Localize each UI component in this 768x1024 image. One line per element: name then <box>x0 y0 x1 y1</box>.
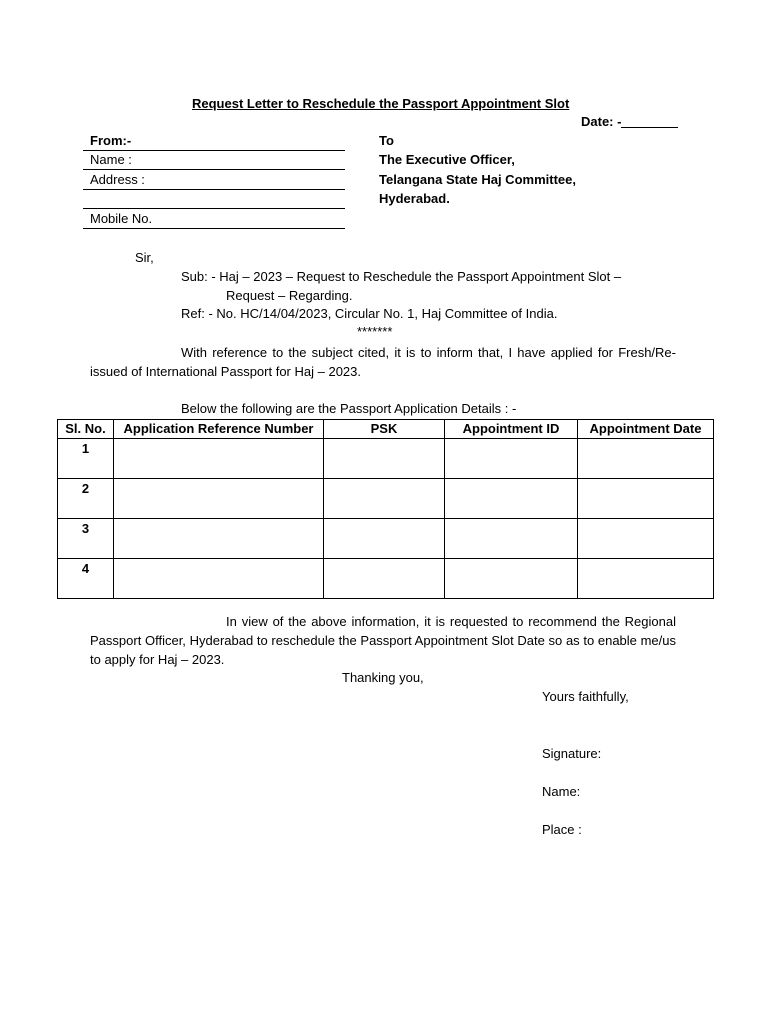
address-field-line-1[interactable] <box>83 189 345 190</box>
header-application-reference: Application Reference Number <box>114 420 324 439</box>
psk-cell[interactable] <box>324 559 445 599</box>
row-sl-no: 1 <box>58 439 114 479</box>
name-field-line[interactable] <box>83 169 345 170</box>
row-sl-no: 3 <box>58 519 114 559</box>
salutation: Sir, <box>135 250 154 265</box>
application-reference-cell[interactable] <box>114 479 324 519</box>
table-row <box>58 559 714 599</box>
psk-cell[interactable] <box>324 439 445 479</box>
passport-details-table <box>57 419 714 599</box>
table-header-row <box>58 420 714 439</box>
appointment-id-cell[interactable] <box>445 519 578 559</box>
table-row <box>58 479 714 519</box>
request-paragraph: In view of the above information, it is requested to recommend the Regional Passport Officer, Hyderabad to reschedule the Passport Appointment Slot Date so as to enable me/us to apply for Haj – 2023. <box>90 614 676 667</box>
from-address-label: Address : <box>90 172 145 187</box>
application-reference-cell[interactable] <box>114 519 324 559</box>
row-sl-no: 4 <box>58 559 114 599</box>
subject-line-1: Sub: - Haj – 2023 – Request to Reschedule the Passport Appointment Slot – <box>181 269 622 284</box>
psk-cell[interactable] <box>324 479 445 519</box>
date-label: Date: - <box>581 114 678 130</box>
appointment-id-cell[interactable] <box>445 559 578 599</box>
application-reference-cell[interactable] <box>114 439 324 479</box>
application-reference-cell[interactable] <box>114 559 324 599</box>
letter-title: Request Letter to Reschedule the Passport Appointment Slot <box>192 96 570 111</box>
table-intro: Below the following are the Passport Application Details : - <box>181 401 517 416</box>
row-sl-no: 2 <box>58 479 114 519</box>
psk-cell[interactable] <box>324 519 445 559</box>
reference-line: Ref: - No. HC/14/04/2023, Circular No. 1, Haj Committee of India. <box>181 306 558 321</box>
date-blank[interactable] <box>621 114 678 128</box>
subject-line-2: Request – Regarding. <box>226 288 353 303</box>
from-mobile-label: Mobile No. <box>90 211 153 226</box>
yours-faithfully: Yours faithfully, <box>542 689 629 704</box>
body-paragraph: With reference to the subject cited, it is to inform that, I have applied for Fresh/Re-issued of International Passport for Haj – 2023. <box>90 345 676 379</box>
header-psk: PSK <box>324 420 445 439</box>
header-appointment-date: Appointment Date <box>578 420 714 439</box>
header-appointment-id: Appointment ID <box>445 420 578 439</box>
signature-label: Signature: <box>542 746 602 761</box>
to-line-2: Telangana State Haj Committee, <box>379 172 576 187</box>
table-row <box>58 439 714 479</box>
mobile-field-line[interactable] <box>83 228 345 229</box>
from-heading: From:- <box>90 133 132 148</box>
header-sl-no: Sl. No. <box>58 420 114 439</box>
appointment-date-cell[interactable] <box>578 519 714 559</box>
table-row <box>58 519 714 559</box>
address-field-line-2[interactable] <box>83 208 345 209</box>
appointment-date-cell[interactable] <box>578 439 714 479</box>
appointment-date-cell[interactable] <box>578 479 714 519</box>
place-label: Place : <box>542 822 582 837</box>
appointment-id-cell[interactable] <box>445 439 578 479</box>
appointment-id-cell[interactable] <box>445 479 578 519</box>
thanking-you: Thanking you, <box>342 670 424 685</box>
from-name-label: Name : <box>90 152 132 167</box>
to-line-3: Hyderabad. <box>379 191 450 206</box>
to-heading: To <box>379 133 394 148</box>
separator: ******* <box>357 324 393 339</box>
to-line-1: The Executive Officer, <box>379 152 515 167</box>
name-label: Name: <box>542 784 581 799</box>
from-divider <box>83 150 345 151</box>
appointment-date-cell[interactable] <box>578 559 714 599</box>
